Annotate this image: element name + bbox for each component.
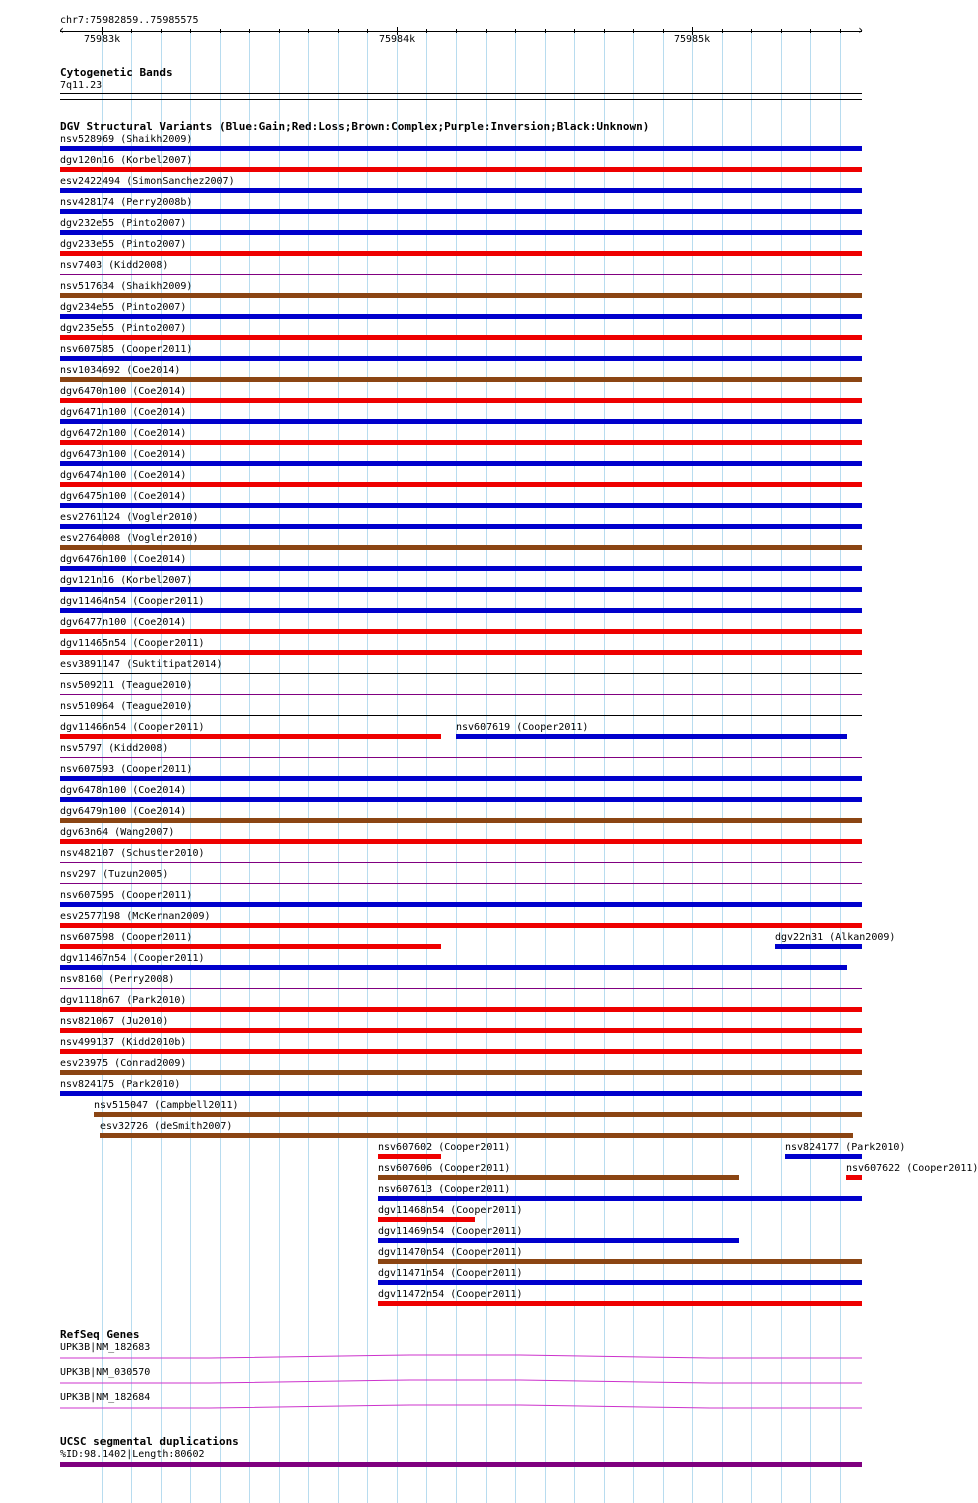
ruler-minor-tick (279, 29, 280, 33)
dgv-feature-label[interactable]: dgv6473n100 (Coe2014) (60, 449, 187, 460)
dgv-feature-bar[interactable] (60, 230, 862, 235)
dgv-feature-bar[interactable] (60, 314, 862, 319)
dgv-feature-bar[interactable] (60, 482, 862, 487)
dgv-feature-label[interactable]: nsv8160 (Perry2008) (60, 974, 175, 985)
dgv-feature-bar[interactable] (60, 251, 862, 256)
dgv-feature-label[interactable]: dgv6475n100 (Coe2014) (60, 491, 187, 502)
ruler-minor-tick (131, 29, 132, 33)
ruler-minor-tick (574, 29, 575, 33)
dgv-feature-label[interactable]: nsv824175 (Park2010) (60, 1079, 181, 1090)
refseq-gene-label[interactable]: UPK3B|NM_182684 (60, 1392, 151, 1403)
dgv-feature-label[interactable]: nsv821067 (Ju2010) (60, 1016, 169, 1027)
dgv-feature-label[interactable]: dgv22n31 (Alkan2009) (775, 932, 896, 943)
dgv-feature-label[interactable]: nsv607585 (Cooper2011) (60, 344, 193, 355)
dgv-feature-bar[interactable] (60, 694, 862, 695)
dgv-feature-label[interactable]: nsv607602 (Cooper2011) (378, 1142, 511, 1153)
segdup-feature-label[interactable]: %ID:98.1402|Length:80602 (60, 1449, 205, 1460)
ruler-minor-tick (722, 29, 723, 33)
dgv-feature-bar[interactable] (60, 419, 862, 424)
dgv-feature-label[interactable]: nsv509211 (Teague2010) (60, 680, 193, 691)
dgv-feature-label[interactable]: nsv499137 (Kidd2010b) (60, 1037, 187, 1048)
dgv-feature-label[interactable]: nsv515047 (Campbell2011) (94, 1100, 239, 1111)
dgv-feature-bar[interactable] (456, 734, 847, 739)
refseq-gene-label[interactable]: UPK3B|NM_182683 (60, 1342, 151, 1353)
dgv-feature-label[interactable]: nsv607606 (Cooper2011) (378, 1163, 511, 1174)
dgv-feature-label[interactable]: nsv297 (Tuzun2005) (60, 869, 169, 880)
dgv-feature-bar[interactable] (60, 608, 862, 613)
dgv-feature-label[interactable]: dgv11465n54 (Cooper2011) (60, 638, 205, 649)
dgv-feature-label[interactable]: dgv6471n100 (Coe2014) (60, 407, 187, 418)
ruler-minor-tick (308, 29, 309, 33)
dgv-feature-bar[interactable] (60, 167, 862, 172)
dgv-feature-bar[interactable] (60, 902, 862, 907)
dgv-feature-label[interactable]: esv3891147 (Suktitipat2014) (60, 659, 223, 670)
dgv-feature-bar[interactable] (100, 1133, 853, 1138)
dgv-feature-bar[interactable] (60, 335, 862, 340)
cytoband-line-top (60, 93, 862, 94)
ruler-minor-tick (663, 29, 664, 33)
cytoband-label[interactable]: 7q11.23 (60, 80, 103, 91)
dgv-feature-bar[interactable] (60, 1007, 862, 1012)
ruler-tick-label: 75983k (84, 34, 121, 45)
refseq-track-title: RefSeq Genes (60, 1328, 140, 1341)
dgv-feature-bar[interactable] (60, 356, 862, 361)
dgv-feature-label[interactable]: esv2764008 (Vogler2010) (60, 533, 199, 544)
dgv-feature-label[interactable]: nsv607613 (Cooper2011) (378, 1184, 511, 1195)
ruler-minor-tick (486, 29, 487, 33)
dgv-feature-bar[interactable] (60, 440, 862, 445)
dgv-feature-label[interactable]: nsv607595 (Cooper2011) (60, 890, 193, 901)
dgv-feature-bar[interactable] (60, 146, 862, 151)
dgv-feature-label[interactable]: nsv517634 (Shaikh2009) (60, 281, 193, 292)
dgv-feature-bar[interactable] (60, 188, 862, 193)
ruler-minor-tick (515, 29, 516, 33)
dgv-feature-label[interactable]: dgv233e55 (Pinto2007) (60, 239, 187, 250)
dgv-feature-bar[interactable] (60, 797, 862, 802)
dgv-feature-label[interactable]: dgv11470n54 (Cooper2011) (378, 1247, 523, 1258)
dgv-feature-bar[interactable] (60, 1091, 862, 1096)
dgv-feature-label[interactable]: dgv11466n54 (Cooper2011) (60, 722, 205, 733)
dgv-feature-label[interactable]: dgv232e55 (Pinto2007) (60, 218, 187, 229)
dgv-feature-label[interactable]: nsv607593 (Cooper2011) (60, 764, 193, 775)
dgv-feature-label[interactable]: dgv63n64 (Wang2007) (60, 827, 175, 838)
dgv-feature-label[interactable]: dgv11471n54 (Cooper2011) (378, 1268, 523, 1279)
dgv-feature-bar[interactable] (60, 757, 862, 758)
dgv-feature-label[interactable]: dgv11469n54 (Cooper2011) (378, 1226, 523, 1237)
dgv-feature-label[interactable]: nsv428174 (Perry2008b) (60, 197, 193, 208)
refseq-gene-label[interactable]: UPK3B|NM_030570 (60, 1367, 151, 1378)
ruler-minor-tick (810, 29, 811, 33)
dgv-feature-bar[interactable] (60, 673, 862, 674)
refseq-gene-model[interactable] (0, 1378, 890, 1386)
dgv-feature-label[interactable]: nsv528969 (Shaikh2009) (60, 134, 193, 145)
ruler-line (60, 31, 862, 32)
dgv-feature-bar[interactable] (60, 629, 862, 634)
cytoband-track-title: Cytogenetic Bands (60, 66, 173, 79)
dgv-feature-bar[interactable] (60, 988, 862, 989)
dgv-feature-label[interactable]: esv2422494 (SimonSanchez2007) (60, 176, 235, 187)
dgv-feature-bar[interactable] (378, 1175, 739, 1180)
dgv-feature-label[interactable]: dgv11468n54 (Cooper2011) (378, 1205, 523, 1216)
ruler-tick-label: 75985k (674, 34, 711, 45)
dgv-feature-bar[interactable] (785, 1154, 862, 1159)
dgv-feature-label[interactable]: dgv6476n100 (Coe2014) (60, 554, 187, 565)
dgv-feature-bar[interactable] (60, 923, 862, 928)
dgv-feature-bar[interactable] (94, 1112, 862, 1117)
dgv-feature-label[interactable]: nsv510964 (Teague2010) (60, 701, 193, 712)
dgv-feature-bar[interactable] (60, 461, 862, 466)
dgv-feature-bar[interactable] (378, 1217, 475, 1222)
dgv-feature-label[interactable]: dgv11464n54 (Cooper2011) (60, 596, 205, 607)
dgv-feature-bar[interactable] (60, 944, 441, 949)
dgv-feature-label[interactable]: nsv1034692 (Coe2014) (60, 365, 181, 376)
dgv-feature-label[interactable]: esv23975 (Conrad2009) (60, 1058, 187, 1069)
dgv-feature-label[interactable]: dgv6478n100 (Coe2014) (60, 785, 187, 796)
ruler-minor-tick (456, 29, 457, 33)
segdup-track-title: UCSC segmental duplications (60, 1435, 239, 1448)
dgv-feature-label[interactable]: dgv6470n100 (Coe2014) (60, 386, 187, 397)
segdup-feature-bar[interactable] (60, 1462, 862, 1467)
dgv-feature-bar[interactable] (60, 818, 862, 823)
dgv-feature-label[interactable]: esv2761124 (Vogler2010) (60, 512, 199, 523)
dgv-feature-label[interactable]: dgv235e55 (Pinto2007) (60, 323, 187, 334)
dgv-feature-label[interactable]: nsv824177 (Park2010) (785, 1142, 906, 1153)
ruler-minor-tick (751, 29, 752, 33)
dgv-feature-bar[interactable] (60, 715, 862, 716)
ruler-minor-tick (781, 29, 782, 33)
ruler-minor-tick (338, 29, 339, 33)
dgv-feature-bar[interactable] (60, 398, 862, 403)
region-label: chr7:75982859..75985575 (60, 15, 199, 26)
dgv-feature-label[interactable]: nsv482107 (Schuster2010) (60, 848, 205, 859)
dgv-feature-bar[interactable] (60, 965, 847, 970)
dgv-feature-bar[interactable] (60, 566, 862, 571)
cytoband-line-bottom (60, 99, 862, 100)
ruler-minor-tick (249, 29, 250, 33)
dgv-feature-label[interactable]: nsv7403 (Kidd2008) (60, 260, 169, 271)
dgv-feature-bar[interactable] (60, 883, 862, 884)
ruler-minor-tick (633, 29, 634, 33)
scroll-right-icon[interactable]: › (857, 23, 865, 37)
dgv-feature-label[interactable]: nsv607619 (Cooper2011) (456, 722, 589, 733)
dgv-feature-label[interactable]: dgv11472n54 (Cooper2011) (378, 1289, 523, 1300)
dgv-feature-bar[interactable] (60, 209, 862, 214)
ruler-minor-tick (220, 29, 221, 33)
dgv-feature-bar[interactable] (378, 1301, 862, 1306)
dgv-feature-bar[interactable] (60, 734, 441, 739)
dgv-feature-bar[interactable] (378, 1154, 441, 1159)
dgv-feature-label[interactable]: dgv11467n54 (Cooper2011) (60, 953, 205, 964)
dgv-feature-label[interactable]: nsv5797 (Kidd2008) (60, 743, 169, 754)
dgv-feature-bar[interactable] (378, 1280, 862, 1285)
dgv-feature-label[interactable]: dgv6479n100 (Coe2014) (60, 806, 187, 817)
dgv-feature-label[interactable]: dgv6477n100 (Coe2014) (60, 617, 187, 628)
dgv-feature-bar[interactable] (60, 1049, 862, 1054)
dgv-feature-label[interactable]: dgv6472n100 (Coe2014) (60, 428, 187, 439)
dgv-feature-bar[interactable] (775, 944, 862, 949)
dgv-feature-bar[interactable] (60, 1028, 862, 1033)
refseq-gene-model[interactable] (0, 1403, 890, 1411)
dgv-feature-bar[interactable] (60, 862, 862, 863)
ruler-minor-tick (604, 29, 605, 33)
dgv-feature-label[interactable]: nsv607622 (Cooper2011) (846, 1163, 978, 1174)
ruler-minor-tick (426, 29, 427, 33)
dgv-feature-label[interactable]: dgv1118n67 (Park2010) (60, 995, 187, 1006)
ruler-minor-tick (367, 29, 368, 33)
dgv-feature-label[interactable]: dgv6474n100 (Coe2014) (60, 470, 187, 481)
dgv-feature-bar[interactable] (60, 274, 862, 275)
dgv-feature-bar[interactable] (60, 1070, 862, 1075)
dgv-track-title: DGV Structural Variants (Blue:Gain;Red:Loss;Brown:Complex;Purple:Inversion;Black:Unknown) (60, 120, 650, 133)
dgv-feature-bar[interactable] (60, 524, 862, 529)
dgv-feature-label[interactable]: dgv120n16 (Korbel2007) (60, 155, 193, 166)
dgv-feature-bar[interactable] (60, 545, 862, 550)
dgv-feature-bar[interactable] (60, 650, 862, 655)
dgv-feature-bar[interactable] (60, 776, 862, 781)
dgv-feature-label[interactable]: nsv607598 (Cooper2011) (60, 932, 193, 943)
ruler-minor-tick (161, 29, 162, 33)
dgv-feature-bar[interactable] (60, 839, 862, 844)
dgv-feature-bar[interactable] (846, 1175, 862, 1180)
ruler-tick-label: 75984k (379, 34, 416, 45)
ruler-minor-tick (190, 29, 191, 33)
dgv-feature-label[interactable]: dgv234e55 (Pinto2007) (60, 302, 187, 313)
dgv-feature-bar[interactable] (60, 293, 862, 298)
refseq-gene-model[interactable] (0, 1353, 890, 1361)
dgv-feature-bar[interactable] (60, 503, 862, 508)
dgv-feature-bar[interactable] (378, 1196, 862, 1201)
dgv-feature-label[interactable]: esv2577198 (McKernan2009) (60, 911, 211, 922)
dgv-feature-label[interactable]: esv32726 (deSmith2007) (100, 1121, 233, 1132)
dgv-feature-bar[interactable] (60, 587, 862, 592)
dgv-feature-label[interactable]: dgv121n16 (Korbel2007) (60, 575, 193, 586)
scroll-left-icon[interactable]: ‹ (58, 23, 66, 37)
dgv-feature-bar[interactable] (378, 1259, 862, 1264)
dgv-feature-bar[interactable] (60, 377, 862, 382)
dgv-feature-bar[interactable] (378, 1238, 739, 1243)
ruler-minor-tick (840, 29, 841, 33)
ruler-minor-tick (545, 29, 546, 33)
